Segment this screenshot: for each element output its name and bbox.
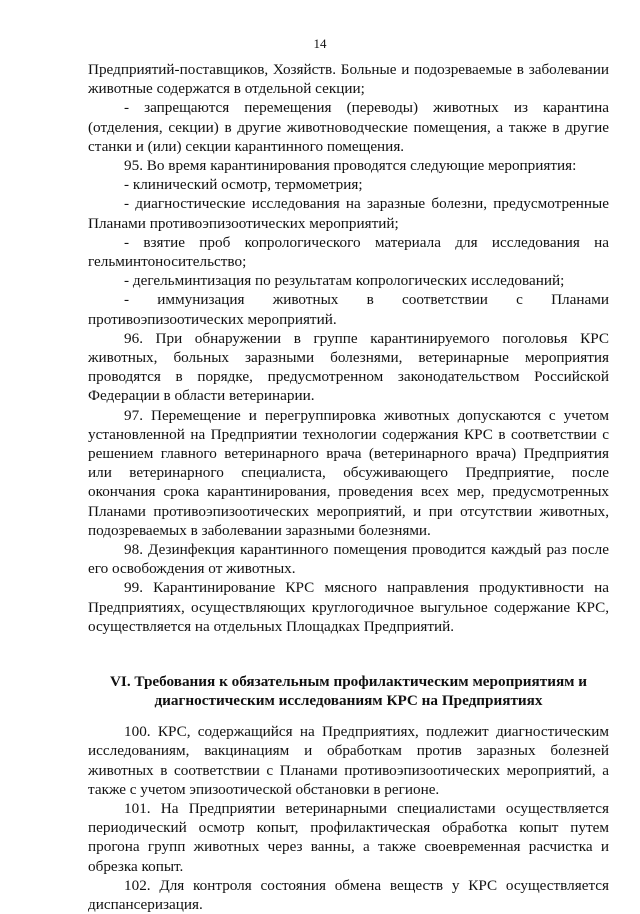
paragraph-102: 102. Для контроля состояния обмена веществ у КРС осуществляется диспансеризация. [88,876,609,913]
paragraph-99: 99. Карантинирование КРС мясного направления продуктивности на Предприятиях, осуществляющих круглогодичное выгульное содержание КРС, осуществляется на отдельных Площадках Предприятий. [88,579,609,635]
list-item-diagnostics: - диагностические исследования на заразные болезни, предусмотренные Планами противоэпизоотических мероприятий; [88,195,609,232]
section-heading-line-2: диагностическим исследованиям КРС на Предприятиях [154,692,543,710]
paragraph-continuation: Предприятий-поставщиков, Хозяйств. Больные и подозреваемые в заболевании животные содержатся в отдельной секции; [88,61,609,98]
document-body [88,60,609,914]
paragraph-95: 95. Во время карантинирования проводятся следующие мероприятия: [124,157,577,175]
list-item-deworming: - дегельминтизация по результатам копрологических исследований; [124,272,565,290]
list-item-clinical: - клинический осмотр, термометрия; [124,176,363,194]
paragraph-97: 97. Перемещение и перегруппировка животных допускаются с учетом установленной на Предприятии технологии содержания КРС в соответствии с решением главного ветеринарного врача (ветеринарного врача) Предприятия или ветеринарного специалиста, обсуживающего Предприятие, после окончания срока карантинирования, проведения всех мер, предусмотренных Планами противоэпизоотических мероприятий, и при отсутствии животных, подозреваемых в заболевании заразными болезнями. [88,406,609,539]
paragraph-101: 101. На Предприятии ветеринарными специалистами осуществляется периодический осмотр копыт, профилактическая обработка копыт путем прогона групп животных через ванны, а также своевременная расчистка и обрезка копыт. [88,799,609,875]
paragraph-ban-movement: - запрещаются перемещения (переводы) животных из карантина (отделения, секции) в другие животноводческие помещения, а также в другие станки и (или) секции карантинного помещения. [88,99,609,155]
section-heading [88,672,609,710]
section-heading-line-1: VI. Требования к обязательным профилактическим мероприятиям и [109,673,588,691]
list-item-samples: - взятие проб копрологического материала для исследования на гельминтоносительство; [88,233,609,271]
paragraph-96: 96. При обнаружении в группе карантинируемого поголовья КРС животных, больных заразными болезнями, ветеринарные мероприятия проводятся в порядке, предусмотренном законодательством Российской Федерации в области ветеринарии. [88,329,609,405]
paragraph-98: 98. Дезинфекция карантинного помещения проводится каждый раз после его освобождения от животных. [88,541,609,578]
page-number: 14 [313,36,327,51]
list-item-immunization: - иммунизация животных в соответствии с Планами противоэпизоотических мероприятий. [88,291,609,328]
paragraph-100: 100. КРС, содержащийся на Предприятиях, подлежит диагностическим исследованиям, вакцинациям и обработкам против заразных болезней животных в соответствии с Планами противоэпизоотических мероприятий, а также с учетом эпизоотической обстановки в регионе. [88,723,609,798]
